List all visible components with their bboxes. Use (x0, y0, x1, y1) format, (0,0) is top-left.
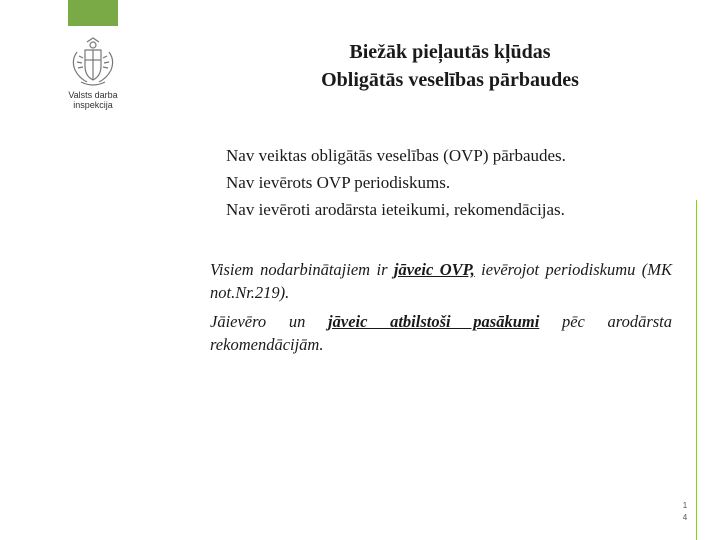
page-number (680, 500, 690, 524)
title-line1: Biežāk pieļautās kļūdas (349, 41, 551, 63)
list-item: Nav veiktas obligātās veselības (OVP) pārbaudes. (226, 146, 566, 165)
note-emphasis: jāveic OVP, (393, 260, 475, 279)
note-ovp (210, 258, 672, 304)
page-number-digit: 1 (682, 501, 688, 510)
note-text: ievērojot periodiskumu (MK not.Nr.219). (210, 260, 673, 302)
note-text: Jāievēro un (210, 312, 329, 331)
side-rule (696, 200, 697, 540)
note-recommendations (210, 310, 672, 356)
title-line2: Obligātās veselības pārbaudes (321, 69, 579, 91)
note-text: Visiem nodarbinātajiem ir (210, 260, 394, 279)
note-emphasis: jāveic atbilstoši pasākumi (328, 312, 540, 331)
list-item: Nav ievēroti arodārsta ieteikumi, rekomendācijas. (226, 200, 565, 219)
page-title (260, 38, 640, 94)
list-item: Nav ievērots OVP periodiskums. (226, 173, 451, 192)
notes-section (210, 258, 672, 359)
coat-of-arms-icon (67, 36, 119, 88)
page-number-digit: 4 (682, 513, 688, 522)
logo (63, 36, 123, 116)
error-list (226, 142, 666, 223)
logo-text-line1: Valsts darba (68, 90, 118, 100)
note-text: pēc arodārsta rekomendācijām. (210, 312, 673, 354)
logo-text-line2: inspekcija (73, 100, 113, 110)
accent-bar (68, 0, 118, 26)
